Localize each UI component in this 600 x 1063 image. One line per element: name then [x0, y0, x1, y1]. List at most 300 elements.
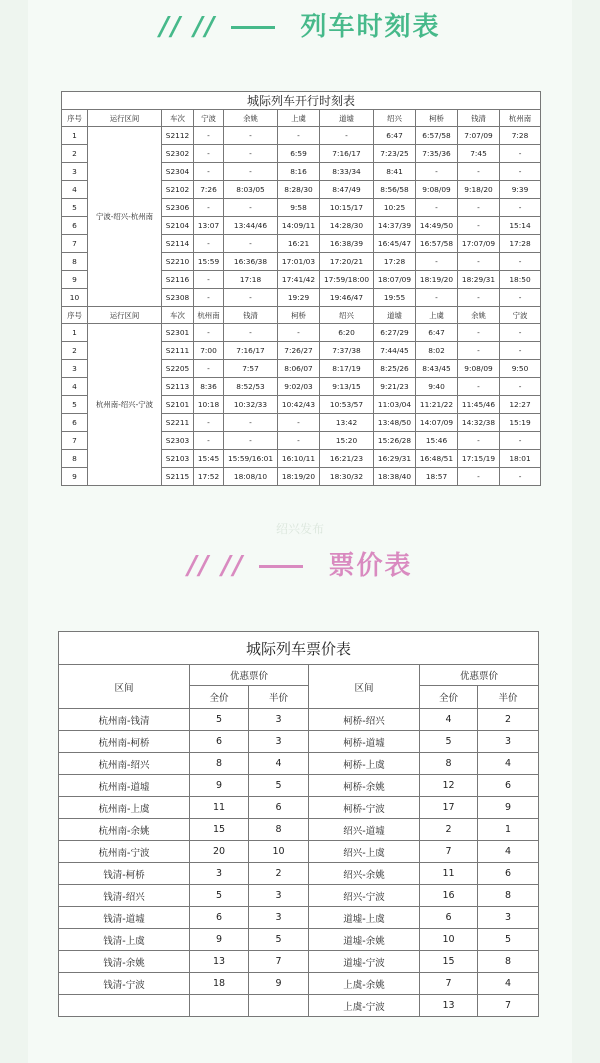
table-row	[59, 731, 539, 753]
time-cell: 13:42	[320, 414, 374, 432]
route-cell: 宁波-绍兴-杭州南	[88, 127, 162, 307]
time-cell: 8:06/07	[278, 360, 320, 378]
time-cell: 8:03/05	[224, 181, 278, 199]
section-cell: 杭州南-绍兴	[59, 753, 190, 775]
time-cell: 15:14	[500, 217, 541, 235]
time-cell: -	[194, 432, 224, 450]
train-number: S2211	[162, 414, 194, 432]
column-header: 柯桥	[416, 110, 458, 127]
time-cell: 19:29	[278, 289, 320, 307]
column-header: 绍兴	[374, 110, 416, 127]
decorative-slashes: // //	[159, 12, 217, 42]
full-price-cell: 7	[420, 973, 478, 995]
section-cell: 道墟-上虞	[309, 907, 420, 929]
decorative-dash	[259, 565, 303, 568]
half-price-cell: 7	[249, 951, 309, 973]
time-cell: 17:28	[374, 253, 416, 271]
time-cell: 16:48/51	[416, 450, 458, 468]
row-number: 10	[62, 289, 88, 307]
time-cell: 16:57/58	[416, 235, 458, 253]
time-cell: 9:58	[278, 199, 320, 217]
time-cell: -	[500, 199, 541, 217]
column-header: 钱清	[458, 110, 500, 127]
time-cell: 16:36/38	[224, 253, 278, 271]
full-price-cell: 3	[190, 863, 249, 885]
column-header: 上虞	[278, 110, 320, 127]
section-cell: 柯桥-余姚	[309, 775, 420, 797]
section-cell: 道墟-宁波	[309, 951, 420, 973]
train-number: S2210	[162, 253, 194, 271]
train-number: S2104	[162, 217, 194, 235]
time-cell: -	[458, 324, 500, 342]
table-row	[59, 841, 539, 863]
table-row	[62, 127, 541, 145]
full-price-cell: 13	[190, 951, 249, 973]
half-price-cell: 9	[478, 797, 539, 819]
time-cell: 17:59/18:00	[320, 271, 374, 289]
row-number: 5	[62, 396, 88, 414]
time-cell: 6:20	[320, 324, 374, 342]
time-cell: 14:32/38	[458, 414, 500, 432]
time-cell: 18:08/10	[224, 468, 278, 486]
time-cell: -	[278, 127, 320, 145]
timetable-header-row	[62, 307, 541, 324]
time-cell: 8:25/26	[374, 360, 416, 378]
timetable-header-row	[62, 110, 541, 127]
train-number: S2113	[162, 378, 194, 396]
time-cell: -	[278, 324, 320, 342]
time-cell: -	[194, 271, 224, 289]
full-price-cell: 15	[420, 951, 478, 973]
row-number: 6	[62, 217, 88, 235]
time-cell: 9:40	[416, 378, 458, 396]
time-cell: 7:16/17	[224, 342, 278, 360]
time-cell: 18:01	[500, 450, 541, 468]
half-price-cell: 6	[249, 797, 309, 819]
timetable-section-title: 列车时刻表	[300, 12, 441, 42]
train-number: S2303	[162, 432, 194, 450]
section-cell	[59, 995, 190, 1017]
time-cell: -	[458, 378, 500, 396]
time-cell: -	[278, 414, 320, 432]
train-number: S2302	[162, 145, 194, 163]
time-cell: 15:26/28	[374, 432, 416, 450]
time-cell: 10:53/57	[320, 396, 374, 414]
time-cell: 13:48/50	[374, 414, 416, 432]
table-row	[59, 951, 539, 973]
time-cell: -	[500, 378, 541, 396]
time-cell: 7:35/36	[416, 145, 458, 163]
row-number: 8	[62, 450, 88, 468]
time-cell: 16:21/23	[320, 450, 374, 468]
time-cell: -	[500, 324, 541, 342]
time-cell: 11:03/04	[374, 396, 416, 414]
half-price-cell: 3	[478, 731, 539, 753]
full-price-cell: 5	[190, 709, 249, 731]
section-cell: 钱清-柯桥	[59, 863, 190, 885]
section-cell: 上虞-宁波	[309, 995, 420, 1017]
full-price-cell: 16	[420, 885, 478, 907]
time-cell: -	[458, 253, 500, 271]
row-number: 4	[62, 181, 88, 199]
time-cell: 14:07/09	[416, 414, 458, 432]
column-header: 绍兴	[320, 307, 374, 324]
column-header: 柯桥	[278, 307, 320, 324]
half-price-cell: 3	[249, 907, 309, 929]
time-cell: 6:27/29	[374, 324, 416, 342]
table-row	[59, 797, 539, 819]
decorative-slashes: // //	[187, 551, 245, 581]
time-cell: 17:18	[224, 271, 278, 289]
train-number: S2115	[162, 468, 194, 486]
train-number: S2114	[162, 235, 194, 253]
row-number: 3	[62, 163, 88, 181]
time-cell: 18:07/09	[374, 271, 416, 289]
time-cell: 17:20/21	[320, 253, 374, 271]
time-cell: 7:26	[194, 181, 224, 199]
time-cell: 7:28	[500, 127, 541, 145]
time-cell: 7:00	[194, 342, 224, 360]
time-cell: 14:09/11	[278, 217, 320, 235]
time-cell: 6:57/58	[416, 127, 458, 145]
section-cell: 绍兴-道墟	[309, 819, 420, 841]
time-cell: -	[500, 253, 541, 271]
time-cell: 17:41/42	[278, 271, 320, 289]
time-cell: 8:36	[194, 378, 224, 396]
half-price-cell: 5	[478, 929, 539, 951]
half-price-cell: 8	[249, 819, 309, 841]
row-number: 7	[62, 432, 88, 450]
train-number: S2116	[162, 271, 194, 289]
time-cell: 8:17/19	[320, 360, 374, 378]
time-cell: 13:44/46	[224, 217, 278, 235]
time-cell: 14:37/39	[374, 217, 416, 235]
timetable-title-row	[62, 92, 541, 110]
time-cell: -	[224, 324, 278, 342]
time-cell: 13:07	[194, 217, 224, 235]
half-price-cell: 8	[478, 885, 539, 907]
time-cell: -	[458, 432, 500, 450]
time-cell: 17:15/19	[458, 450, 500, 468]
train-number: S2101	[162, 396, 194, 414]
time-cell: -	[194, 199, 224, 217]
column-header: 序号	[62, 307, 88, 324]
column-header: 宁波	[194, 110, 224, 127]
price-title-row	[59, 632, 539, 665]
time-cell: 6:59	[278, 145, 320, 163]
table-row	[59, 995, 539, 1017]
full-price-cell: 12	[420, 775, 478, 797]
time-cell: -	[416, 199, 458, 217]
full-price-cell: 20	[190, 841, 249, 863]
time-cell: 18:38/40	[374, 468, 416, 486]
discount-fare-header: 优惠票价	[190, 665, 309, 686]
section-cell: 道墟-余姚	[309, 929, 420, 951]
time-cell: -	[500, 342, 541, 360]
time-cell: 11:45/46	[458, 396, 500, 414]
time-cell: 18:50	[500, 271, 541, 289]
time-cell: 8:33/34	[320, 163, 374, 181]
time-cell: 12:27	[500, 396, 541, 414]
time-cell: -	[458, 163, 500, 181]
time-cell: 14:28/30	[320, 217, 374, 235]
half-price-cell: 4	[478, 753, 539, 775]
time-cell: -	[416, 289, 458, 307]
time-cell: -	[194, 289, 224, 307]
section-cell: 柯桥-绍兴	[309, 709, 420, 731]
time-cell: -	[194, 145, 224, 163]
route-cell: 杭州南-绍兴-宁波	[88, 324, 162, 486]
time-cell: 19:46/47	[320, 289, 374, 307]
time-cell: 17:52	[194, 468, 224, 486]
time-cell: -	[194, 360, 224, 378]
full-price-cell: 9	[190, 929, 249, 951]
section-cell: 钱清-道墟	[59, 907, 190, 929]
time-cell: 7:37/38	[320, 342, 374, 360]
half-price-cell: 5	[249, 929, 309, 951]
time-cell: 9:18/20	[458, 181, 500, 199]
half-price-cell: 6	[478, 775, 539, 797]
time-cell: 7:23/25	[374, 145, 416, 163]
timetable-section-heading	[0, 6, 600, 43]
time-cell: 9:13/15	[320, 378, 374, 396]
time-cell: 16:21	[278, 235, 320, 253]
column-header: 道墟	[320, 110, 374, 127]
section-cell: 柯桥-宁波	[309, 797, 420, 819]
time-cell: -	[416, 253, 458, 271]
half-price-cell: 7	[478, 995, 539, 1017]
full-price-cell: 11	[190, 797, 249, 819]
full-price-cell	[190, 995, 249, 1017]
time-cell: -	[500, 468, 541, 486]
half-price-cell: 10	[249, 841, 309, 863]
time-cell: 9:21/23	[374, 378, 416, 396]
time-cell: -	[278, 432, 320, 450]
train-number: S2102	[162, 181, 194, 199]
time-cell: -	[194, 163, 224, 181]
time-cell: 16:45/47	[374, 235, 416, 253]
full-price-cell: 6	[190, 731, 249, 753]
time-cell: 15:20	[320, 432, 374, 450]
timetable-title: 城际列车开行时刻表	[62, 92, 541, 110]
time-cell: 16:10/11	[278, 450, 320, 468]
time-cell: 7:57	[224, 360, 278, 378]
time-cell: 10:18	[194, 396, 224, 414]
row-number: 2	[62, 342, 88, 360]
column-header: 宁波	[500, 307, 541, 324]
time-cell: 7:16/17	[320, 145, 374, 163]
full-price-cell: 17	[420, 797, 478, 819]
time-cell: 8:47/49	[320, 181, 374, 199]
row-number: 8	[62, 253, 88, 271]
section-cell: 杭州南-柯桥	[59, 731, 190, 753]
time-cell: 6:47	[374, 127, 416, 145]
time-cell: 15:59	[194, 253, 224, 271]
time-cell: -	[458, 468, 500, 486]
time-cell: 10:42/43	[278, 396, 320, 414]
full-price-cell: 6	[190, 907, 249, 929]
time-cell: 18:30/32	[320, 468, 374, 486]
table-row	[59, 753, 539, 775]
time-cell: -	[500, 432, 541, 450]
table-row	[59, 819, 539, 841]
time-cell: 8:28/30	[278, 181, 320, 199]
section-header: 区间	[309, 665, 420, 709]
full-price-header: 全价	[420, 686, 478, 709]
time-cell: 16:38/39	[320, 235, 374, 253]
full-price-cell: 8	[420, 753, 478, 775]
time-cell: -	[458, 342, 500, 360]
train-number: S2103	[162, 450, 194, 468]
full-price-cell: 4	[420, 709, 478, 731]
time-cell: 8:16	[278, 163, 320, 181]
section-cell: 钱清-上虞	[59, 929, 190, 951]
time-cell: -	[500, 145, 541, 163]
full-price-cell: 7	[420, 841, 478, 863]
time-cell: 8:56/58	[374, 181, 416, 199]
watermark: 绍兴发布	[275, 522, 324, 536]
train-number: S2308	[162, 289, 194, 307]
time-cell: 6:47	[416, 324, 458, 342]
table-row	[59, 929, 539, 951]
price-section-title: 票价表	[328, 551, 413, 581]
half-price-cell: 9	[249, 973, 309, 995]
column-header: 车次	[162, 307, 194, 324]
half-price-cell: 3	[249, 731, 309, 753]
row-number: 5	[62, 199, 88, 217]
time-cell: -	[458, 199, 500, 217]
price-section-heading	[0, 545, 600, 582]
time-cell: 7:44/45	[374, 342, 416, 360]
price-table	[58, 631, 539, 1017]
time-cell: 15:19	[500, 414, 541, 432]
time-cell: -	[458, 289, 500, 307]
table-row	[62, 324, 541, 342]
column-header: 杭州南	[500, 110, 541, 127]
section-cell: 杭州南-上虞	[59, 797, 190, 819]
full-price-cell: 2	[420, 819, 478, 841]
train-number: S2306	[162, 199, 194, 217]
half-price-cell: 3	[249, 885, 309, 907]
time-cell: 7:26/27	[278, 342, 320, 360]
time-cell: 18:29/31	[458, 271, 500, 289]
table-row	[59, 907, 539, 929]
time-cell: -	[224, 127, 278, 145]
column-header: 运行区间	[88, 307, 162, 324]
train-number: S2111	[162, 342, 194, 360]
section-header: 区间	[59, 665, 190, 709]
table-row	[59, 775, 539, 797]
section-cell: 杭州南-宁波	[59, 841, 190, 863]
time-cell: 15:45	[194, 450, 224, 468]
time-cell: 15:59/16:01	[224, 450, 278, 468]
full-price-header: 全价	[190, 686, 249, 709]
time-cell: -	[500, 289, 541, 307]
table-row	[59, 709, 539, 731]
row-number: 4	[62, 378, 88, 396]
section-cell: 钱清-绍兴	[59, 885, 190, 907]
table-row	[59, 885, 539, 907]
time-cell: 18:19/20	[278, 468, 320, 486]
time-cell: -	[224, 414, 278, 432]
section-cell: 杭州南-钱清	[59, 709, 190, 731]
section-cell: 杭州南-余姚	[59, 819, 190, 841]
half-price-cell: 4	[249, 753, 309, 775]
decorative-dash	[231, 26, 275, 29]
time-cell: 15:46	[416, 432, 458, 450]
half-price-cell: 3	[249, 709, 309, 731]
time-cell: 9:50	[500, 360, 541, 378]
row-number: 7	[62, 235, 88, 253]
time-cell: -	[224, 199, 278, 217]
time-cell: 9:02/03	[278, 378, 320, 396]
time-cell: -	[224, 235, 278, 253]
column-header: 序号	[62, 110, 88, 127]
full-price-cell: 9	[190, 775, 249, 797]
time-cell: 8:02	[416, 342, 458, 360]
discount-fare-header: 优惠票价	[420, 665, 539, 686]
column-header: 道墟	[374, 307, 416, 324]
time-cell: 11:21/22	[416, 396, 458, 414]
time-cell: 9:08/09	[416, 181, 458, 199]
half-price-header: 半价	[249, 686, 309, 709]
half-price-cell: 2	[478, 709, 539, 731]
full-price-cell: 13	[420, 995, 478, 1017]
time-cell: 10:32/33	[224, 396, 278, 414]
time-cell: -	[224, 432, 278, 450]
time-cell: 16:29/31	[374, 450, 416, 468]
time-cell: 9:08/09	[458, 360, 500, 378]
section-cell: 上虞-余姚	[309, 973, 420, 995]
section-cell: 杭州南-道墟	[59, 775, 190, 797]
time-cell: 17:28	[500, 235, 541, 253]
time-cell: -	[194, 324, 224, 342]
column-header: 上虞	[416, 307, 458, 324]
half-price-cell: 4	[478, 973, 539, 995]
row-number: 1	[62, 127, 88, 145]
half-price-cell: 4	[478, 841, 539, 863]
half-price-cell: 8	[478, 951, 539, 973]
timetable-table	[61, 91, 541, 486]
train-number: S2304	[162, 163, 194, 181]
time-cell: 17:07/09	[458, 235, 500, 253]
time-cell: 18:57	[416, 468, 458, 486]
time-cell: 10:15/17	[320, 199, 374, 217]
full-price-cell: 5	[420, 731, 478, 753]
column-header: 余姚	[458, 307, 500, 324]
column-header: 余姚	[224, 110, 278, 127]
half-price-cell: 1	[478, 819, 539, 841]
full-price-cell: 5	[190, 885, 249, 907]
column-header: 钱清	[224, 307, 278, 324]
full-price-cell: 11	[420, 863, 478, 885]
time-cell: 7:45	[458, 145, 500, 163]
section-cell: 柯桥-道墟	[309, 731, 420, 753]
section-cell: 钱清-余姚	[59, 951, 190, 973]
half-price-cell	[249, 995, 309, 1017]
time-cell: -	[224, 163, 278, 181]
time-cell: -	[458, 217, 500, 235]
half-price-header: 半价	[478, 686, 539, 709]
column-header: 车次	[162, 110, 194, 127]
section-cell: 绍兴-宁波	[309, 885, 420, 907]
time-cell: -	[194, 127, 224, 145]
time-cell: 18:19/20	[416, 271, 458, 289]
time-cell: 19:55	[374, 289, 416, 307]
section-cell: 绍兴-上虞	[309, 841, 420, 863]
section-cell: 钱清-宁波	[59, 973, 190, 995]
table-row	[59, 863, 539, 885]
